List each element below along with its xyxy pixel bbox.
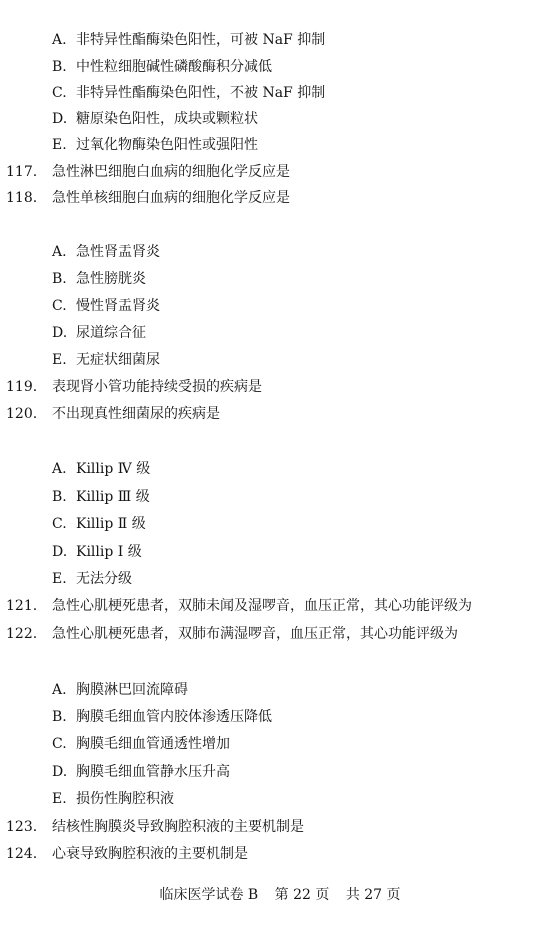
- option-label: D.: [52, 764, 68, 780]
- option-text: 胸膜毛细血管通透性增加: [76, 736, 230, 752]
- option-text: 无症状细菌尿: [76, 352, 160, 368]
- option-a: [52, 31, 325, 49]
- option-text: Killip Ⅱ 级: [76, 516, 146, 532]
- option-a: [52, 681, 188, 699]
- option-label: C.: [52, 736, 67, 752]
- option-text: Killip Ⅰ 级: [76, 544, 142, 560]
- option-e: [52, 790, 174, 808]
- option-label: E.: [52, 352, 67, 368]
- option-d: [52, 763, 230, 781]
- option-text: 非特异性酯酶染色阳性，不被 NaF 抑制: [76, 85, 326, 101]
- page-number: 第 22 页: [274, 887, 330, 903]
- option-label: A.: [52, 32, 67, 48]
- page-footer: [0, 886, 560, 904]
- option-text: Killip Ⅳ 级: [76, 461, 151, 477]
- question-text: 急性淋巴细胞白血病的细胞化学反应是: [52, 164, 290, 180]
- option-text: 非特异性酯酶染色阳性，可被 NaF 抑制: [76, 32, 326, 48]
- question-124: [6, 845, 248, 863]
- option-d: [52, 543, 142, 561]
- question-number: 117.: [6, 164, 38, 180]
- question-120: [6, 405, 220, 423]
- option-b: [52, 270, 146, 288]
- option-label: B.: [52, 489, 67, 505]
- option-d: [52, 110, 258, 128]
- option-label: A.: [52, 461, 67, 477]
- exam-title: 临床医学试卷 B: [159, 887, 259, 903]
- option-label: C.: [52, 298, 67, 314]
- option-a: [52, 460, 150, 478]
- question-118: [6, 189, 290, 207]
- option-text: 尿道综合征: [76, 325, 146, 341]
- option-text: 急性膀胱炎: [76, 271, 146, 287]
- total-pages: 共 27 页: [345, 887, 401, 903]
- option-label: D.: [52, 111, 68, 127]
- question-number: 119.: [6, 379, 38, 395]
- option-label: E.: [52, 137, 67, 153]
- option-label: D.: [52, 544, 68, 560]
- question-text: 不出现真性细菌尿的疾病是: [52, 406, 220, 422]
- option-label: C.: [52, 516, 67, 532]
- question-text: 心衰导致胸腔积液的主要机制是: [52, 846, 248, 862]
- question-117: [6, 163, 290, 181]
- question-text: 表现肾小管功能持续受损的疾病是: [52, 379, 262, 395]
- option-d: [52, 324, 146, 342]
- option-text: 慢性肾盂肾炎: [76, 298, 160, 314]
- option-b: [52, 58, 272, 76]
- option-b: [52, 488, 150, 506]
- option-text: 胸膜毛细血管静水压升高: [76, 764, 230, 780]
- question-number: 120.: [6, 406, 38, 422]
- question-number: 123.: [6, 819, 38, 835]
- option-label: E.: [52, 791, 67, 807]
- question-123: [6, 818, 304, 836]
- question-119: [6, 378, 262, 396]
- option-label: E.: [52, 571, 67, 587]
- question-number: 124.: [6, 846, 38, 862]
- question-text: 急性心肌梗死患者，双肺未闻及湿啰音，血压正常，其心功能评级为: [52, 598, 472, 614]
- option-b: [52, 708, 272, 726]
- question-number: 121.: [6, 598, 38, 614]
- option-e: [52, 570, 132, 588]
- option-label: A.: [52, 682, 67, 698]
- option-text: 中性粒细胞碱性磷酸酶积分减低: [76, 59, 272, 75]
- option-label: D.: [52, 325, 68, 341]
- option-text: 糖原染色阳性，成块或颗粒状: [76, 111, 258, 127]
- option-c: [52, 84, 325, 102]
- option-text: Killip Ⅲ 级: [76, 489, 150, 505]
- option-text: 损伤性胸腔积液: [76, 791, 174, 807]
- option-e: [52, 136, 258, 154]
- option-text: 胸膜毛细血管内胶体渗透压降低: [76, 709, 272, 725]
- option-c: [52, 515, 146, 533]
- question-121: [6, 597, 472, 615]
- question-number: 118.: [6, 190, 38, 206]
- option-a: [52, 243, 160, 261]
- question-text: 急性心肌梗死患者，双肺布满湿啰音，血压正常，其心功能评级为: [52, 626, 458, 642]
- question-text: 急性单核细胞白血病的细胞化学反应是: [52, 190, 290, 206]
- option-text: 急性肾盂肾炎: [76, 244, 160, 260]
- option-label: B.: [52, 709, 67, 725]
- option-e: [52, 351, 160, 369]
- option-c: [52, 297, 160, 315]
- question-number: 122.: [6, 626, 38, 642]
- question-text: 结核性胸膜炎导致胸腔积液的主要机制是: [52, 819, 304, 835]
- option-text: 胸膜淋巴回流障碍: [76, 682, 188, 698]
- option-text: 过氧化物酶染色阳性或强阳性: [76, 137, 258, 153]
- option-label: C.: [52, 85, 67, 101]
- option-text: 无法分级: [76, 571, 132, 587]
- option-label: B.: [52, 59, 67, 75]
- option-label: A.: [52, 244, 67, 260]
- question-122: [6, 625, 458, 643]
- option-c: [52, 735, 230, 753]
- option-label: B.: [52, 271, 67, 287]
